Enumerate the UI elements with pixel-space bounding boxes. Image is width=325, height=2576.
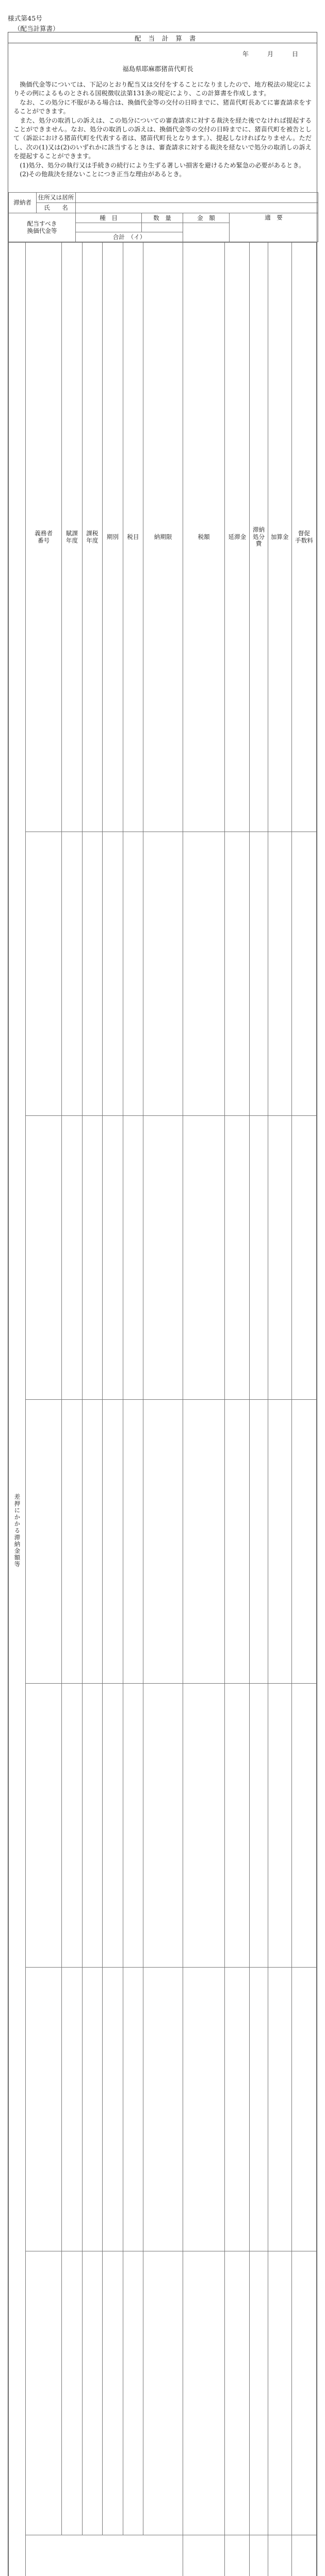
seized-cell[interactable] [103,1684,123,1968]
seized-cell[interactable] [268,832,291,1115]
seized-total-delinquency[interactable] [225,2535,250,2576]
seized-vertical-label: 差押にかかる滞納金額等 [9,243,26,2576]
seized-cell[interactable] [250,1968,268,2251]
document-title: 配 当 計 算 書 [135,35,199,42]
seized-cell[interactable] [25,2251,61,2535]
table-row-delinquent-address [9,193,318,203]
seized-cell[interactable] [25,832,61,1115]
seized-cell[interactable] [250,2251,268,2535]
form-subtitle: （配当計算書） [14,25,59,32]
proceeds-cell-amount[interactable] [183,223,230,242]
item-1: (1)処分、処分の執行又は手続きの続行により生ずる著しい損害を避けるため緊急の必要があるとき。 [20,161,305,169]
seized-cell[interactable] [225,1116,250,1400]
issuer-name: 福島県耶麻郡猪苗代町長 [122,65,193,73]
seized-total-demand[interactable] [291,2535,316,2576]
seized-cell[interactable] [82,1116,103,1400]
seized-total-fee[interactable] [250,2535,268,2576]
seized-cell[interactable] [250,832,268,1115]
delinquent-proceeds-table [8,192,318,242]
seized-cell[interactable] [123,2251,143,2535]
seized-cell[interactable] [291,1968,316,2251]
seized-cell[interactable] [103,1116,123,1400]
seized-cell[interactable] [291,1116,316,1400]
seized-cell[interactable] [62,1400,83,1684]
paragraph-2: なお、この処分に不服がある場合は、換価代金等の交付の日時までに、猪苗代町長あてに審査請求をすることができます。 [13,98,312,115]
seized-col-levy-year: 賦課 年度 [62,243,83,832]
seized-cell[interactable] [103,1968,123,2251]
seized-cell[interactable] [103,832,123,1115]
form-frame [8,32,317,2576]
table-row [9,2251,317,2535]
seized-total-tax[interactable] [183,2535,224,2576]
proceeds-cell-quantity[interactable] [142,223,183,232]
proceeds-col-quantity: 数 量 [142,213,183,223]
date-placeholder: 年 月 日 [242,50,298,58]
proceeds-label [9,213,76,242]
seized-col-disposition-fee: 滞納 処分 費 [250,243,268,832]
table-row [9,1400,317,1684]
seized-col-demand-fee: 督促 手数料 [291,243,316,832]
table-row [9,1684,317,1968]
seized-cell[interactable] [25,1116,61,1400]
delinquent-name-value[interactable] [76,203,318,213]
seized-col-due-date: 納期限 [143,243,183,832]
delinquent-address-value[interactable] [76,193,318,203]
seized-cell[interactable] [183,2251,224,2535]
seized-cell[interactable] [82,2251,103,2535]
seized-cell[interactable] [123,1116,143,1400]
seized-cell[interactable] [291,1684,316,1968]
seized-cell[interactable] [225,2251,250,2535]
seized-cell[interactable] [143,832,183,1115]
proceeds-col-note: 適 要 [230,213,318,242]
seized-col-additional-tax: 加算金 [268,243,291,832]
seized-cell[interactable] [62,1116,83,1400]
table-row-proceeds-header [9,213,318,223]
seized-cell[interactable] [123,1684,143,1968]
paragraph-3: また、処分の取消しの訴えは、この処分についての審査請求に対する裁決を経た後でなければ提起することができません。なお、処分の取消しの訴えは、換価代金等の交付の日時までに、猪苗代町を被告として（訴訟における猪苗代町を代表する者は、猪苗代町長となります。）、提起しなければなりません。ただし、次の(1)又は(2)のいずれかに該当するときは、審査請求に対する裁決を経ないで処分の取消しの訴えを提起することができます。 [13,116,312,160]
seized-cell[interactable] [62,832,83,1115]
seized-amount-table [8,242,317,2576]
item-2: (2)その他裁決を経ないことにつき正当な理由があるとき。 [20,171,186,178]
seized-cell[interactable] [123,1400,143,1684]
seized-cell[interactable] [82,1968,103,2251]
proceeds-cell-item[interactable] [76,223,142,232]
proceeds-total-label: 合計 （イ） [76,232,183,242]
seized-cell[interactable] [268,1968,291,2251]
seized-cell[interactable] [103,2251,123,2535]
seized-col-delinquency-charge: 延滞金 [225,243,250,832]
table-row [9,1116,317,1400]
seized-cell[interactable] [143,1116,183,1400]
seized-cell[interactable] [82,1684,103,1968]
seized-cell[interactable] [225,1400,250,1684]
seized-cell[interactable] [25,1968,61,2251]
seized-cell[interactable] [25,1684,61,1968]
seized-cell[interactable] [268,2251,291,2535]
proceeds-label-line2: 換価代金等 [27,227,57,234]
seized-cell[interactable] [225,1684,250,1968]
table-row-delinquent-name [9,203,318,213]
seized-cell[interactable] [268,1684,291,1968]
seized-cell[interactable] [268,1400,291,1684]
delinquent-address-label: 住所又は居所 [37,193,76,203]
seized-cell[interactable] [143,1684,183,1968]
seized-cell[interactable] [291,2251,316,2535]
seized-col-term: 期別 [103,243,123,832]
body-spacer [8,179,317,192]
seized-cell[interactable] [291,1400,316,1684]
seized-cell[interactable] [183,1968,224,2251]
table-row [9,832,317,1115]
form-number: 様式第45号 [8,14,43,22]
seized-cell[interactable] [123,832,143,1115]
table-row-seized-total [9,2535,317,2576]
table-row [9,1968,317,2251]
seized-cell[interactable] [123,1968,143,2251]
seized-cell[interactable] [250,1116,268,1400]
title-row [8,32,317,43]
seized-cell[interactable] [143,2251,183,2535]
seized-cell[interactable] [183,1400,224,1684]
date-row [8,43,317,61]
proceeds-label-line1: 配当すべき [27,220,57,228]
seized-cell[interactable] [62,1968,83,2251]
proceeds-col-amount: 金 額 [183,213,230,223]
seized-cell[interactable] [62,2251,83,2535]
seized-cell[interactable] [103,1400,123,1684]
seized-cell[interactable] [62,1684,83,1968]
seized-cell[interactable] [183,832,224,1115]
delinquent-name-label: 氏 名 [37,203,76,213]
seized-cell[interactable] [225,832,250,1115]
seized-col-tax-year: 課税 年度 [82,243,103,832]
proceeds-col-item: 種 目 [76,213,142,223]
seized-cell[interactable] [82,1400,103,1684]
body-text [8,80,317,179]
seized-col-tax-item: 税目 [123,243,143,832]
table-row-seized-header [9,243,317,832]
seized-col-obligor-number: 義務者 番号 [25,243,61,832]
seized-cell[interactable] [250,1400,268,1684]
seized-cell[interactable] [143,1968,183,2251]
seized-cell[interactable] [143,1400,183,1684]
seized-total-label [25,2535,183,2576]
seized-cell[interactable] [183,1684,224,1968]
seized-cell[interactable] [225,1968,250,2251]
seized-cell[interactable] [250,1684,268,1968]
seized-cell[interactable] [183,1116,224,1400]
seized-col-tax-amount: 税額 [183,243,224,832]
delinquent-label: 滞納者 [9,193,37,213]
seized-cell[interactable] [268,1116,291,1400]
paragraph-1: 換価代金等については、下記のとおり配当又は交付をすることになりましたので、地方税法の規定によりその例によるものとされる国税徴収法第131条の規定により、この計算書を作成します。 [13,81,312,97]
seized-cell[interactable] [82,832,103,1115]
seized-total-additional[interactable] [268,2535,291,2576]
issuer-row [8,61,317,80]
seized-cell[interactable] [291,832,316,1115]
seized-cell[interactable] [25,1400,61,1684]
